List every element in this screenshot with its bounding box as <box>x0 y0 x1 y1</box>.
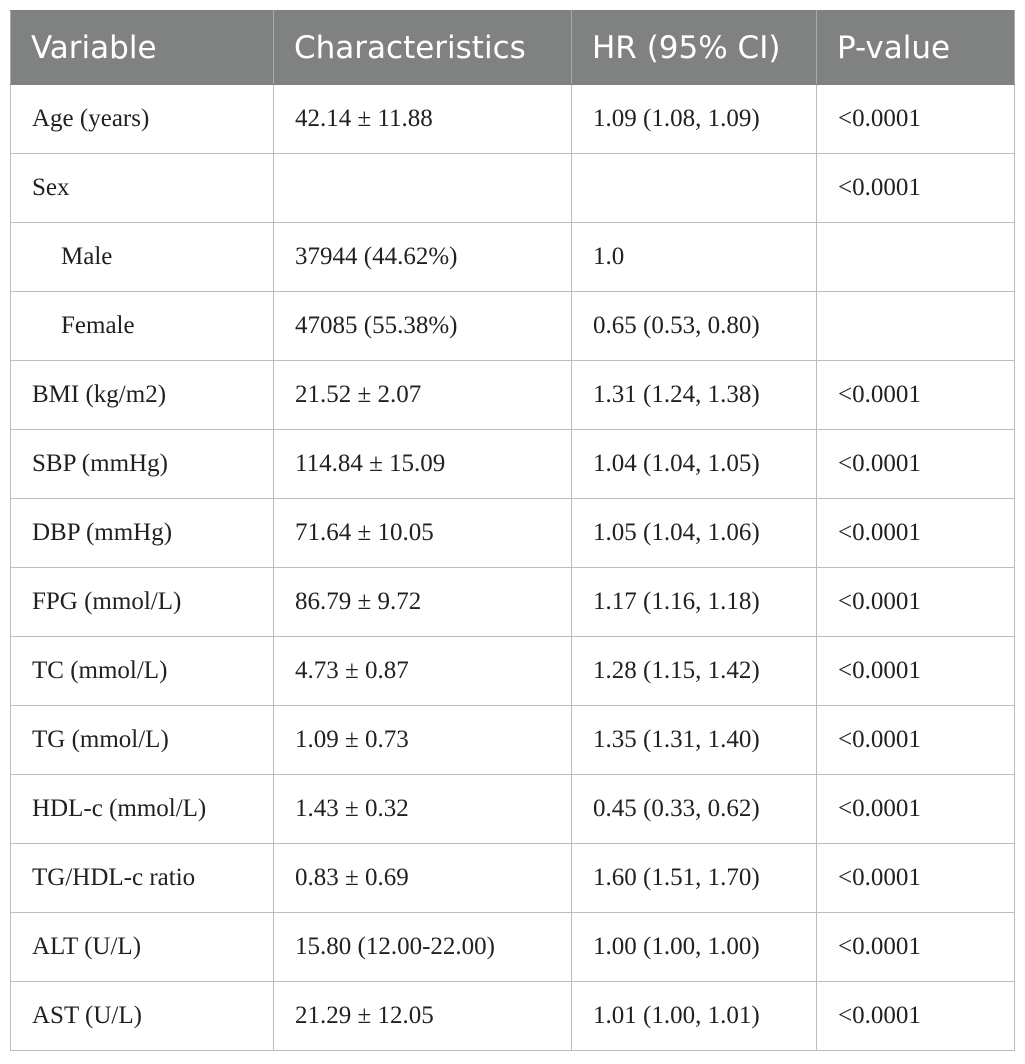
cell-variable: DBP (mmHg) <box>11 499 274 568</box>
table-row <box>11 430 1015 499</box>
cell-characteristics: 0.83 ± 0.69 <box>274 844 572 913</box>
cell-hr: 1.17 (1.16, 1.18) <box>572 568 817 637</box>
results-table <box>10 10 1015 1051</box>
table-row <box>11 361 1015 430</box>
cell-variable: TG/HDL-c ratio <box>11 844 274 913</box>
cell-variable: ALT (U/L) <box>11 913 274 982</box>
cell-characteristics: 1.09 ± 0.73 <box>274 706 572 775</box>
cell-variable: TC (mmol/L) <box>11 637 274 706</box>
cell-hr: 1.28 (1.15, 1.42) <box>572 637 817 706</box>
cell-p-value: <0.0001 <box>817 154 1015 223</box>
cell-variable: BMI (kg/m2) <box>11 361 274 430</box>
cell-characteristics: 21.29 ± 12.05 <box>274 982 572 1051</box>
cell-characteristics: 21.52 ± 2.07 <box>274 361 572 430</box>
cell-p-value: <0.0001 <box>817 913 1015 982</box>
table-row <box>11 292 1015 361</box>
cell-p-value: <0.0001 <box>817 706 1015 775</box>
table-row <box>11 499 1015 568</box>
table-row <box>11 913 1015 982</box>
cell-characteristics: 114.84 ± 15.09 <box>274 430 572 499</box>
cell-variable: HDL-c (mmol/L) <box>11 775 274 844</box>
cell-variable: FPG (mmol/L) <box>11 568 274 637</box>
cell-p-value: <0.0001 <box>817 85 1015 154</box>
cell-characteristics: 15.80 (12.00-22.00) <box>274 913 572 982</box>
table-body <box>11 85 1015 1051</box>
cell-characteristics: 4.73 ± 0.87 <box>274 637 572 706</box>
cell-characteristics: 47085 (55.38%) <box>274 292 572 361</box>
cell-hr: 1.04 (1.04, 1.05) <box>572 430 817 499</box>
table-row <box>11 706 1015 775</box>
cell-variable: Sex <box>11 154 274 223</box>
table-header <box>11 11 1015 85</box>
table-row <box>11 154 1015 223</box>
cell-characteristics: 86.79 ± 9.72 <box>274 568 572 637</box>
cell-characteristics: 1.43 ± 0.32 <box>274 775 572 844</box>
cell-variable: TG (mmol/L) <box>11 706 274 775</box>
cell-hr: 1.0 <box>572 223 817 292</box>
table-row <box>11 982 1015 1051</box>
table-row <box>11 223 1015 292</box>
cell-characteristics: 37944 (44.62%) <box>274 223 572 292</box>
cell-hr: 1.05 (1.04, 1.06) <box>572 499 817 568</box>
cell-p-value: <0.0001 <box>817 637 1015 706</box>
cell-variable: AST (U/L) <box>11 982 274 1051</box>
cell-p-value: <0.0001 <box>817 430 1015 499</box>
cell-p-value: <0.0001 <box>817 982 1015 1051</box>
cell-hr: 1.35 (1.31, 1.40) <box>572 706 817 775</box>
cell-hr: 1.31 (1.24, 1.38) <box>572 361 817 430</box>
cell-hr: 1.60 (1.51, 1.70) <box>572 844 817 913</box>
cell-hr: 0.45 (0.33, 0.62) <box>572 775 817 844</box>
cell-p-value: <0.0001 <box>817 775 1015 844</box>
cell-hr: 1.00 (1.00, 1.00) <box>572 913 817 982</box>
cell-p-value <box>817 292 1015 361</box>
cell-variable: Male <box>11 223 274 292</box>
cell-hr: 0.65 (0.53, 0.80) <box>572 292 817 361</box>
table-row <box>11 775 1015 844</box>
header-characteristics: Characteristics <box>274 11 572 85</box>
cell-variable: Female <box>11 292 274 361</box>
header-p-value: P-value <box>817 11 1015 85</box>
cell-p-value: <0.0001 <box>817 499 1015 568</box>
cell-hr: 1.09 (1.08, 1.09) <box>572 85 817 154</box>
cell-p-value: <0.0001 <box>817 844 1015 913</box>
header-hr: HR (95% CI) <box>572 11 817 85</box>
cell-p-value: <0.0001 <box>817 568 1015 637</box>
cell-hr: 1.01 (1.00, 1.01) <box>572 982 817 1051</box>
table-row <box>11 85 1015 154</box>
cell-variable: Age (years) <box>11 85 274 154</box>
cell-characteristics: 71.64 ± 10.05 <box>274 499 572 568</box>
cell-p-value <box>817 223 1015 292</box>
cell-characteristics <box>274 154 572 223</box>
table-row <box>11 568 1015 637</box>
table-row <box>11 637 1015 706</box>
cell-p-value: <0.0001 <box>817 361 1015 430</box>
header-variable: Variable <box>11 11 274 85</box>
cell-characteristics: 42.14 ± 11.88 <box>274 85 572 154</box>
cell-hr <box>572 154 817 223</box>
header-row <box>11 11 1015 85</box>
cell-variable: SBP (mmHg) <box>11 430 274 499</box>
table-row <box>11 844 1015 913</box>
